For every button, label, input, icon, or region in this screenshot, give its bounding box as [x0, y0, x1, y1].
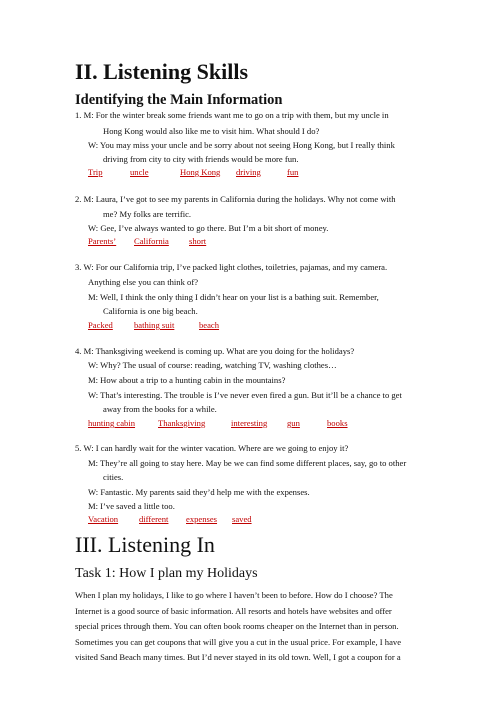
answer-keyword: different — [139, 514, 169, 524]
dialogue-line: W: You may miss your uncle and be sorry about not seeing Hong Kong, but I really think — [88, 140, 395, 150]
dialogue-line: me? My folks are terrific. — [103, 209, 192, 219]
dialogue-line: California is one big beach. — [103, 306, 198, 316]
answer-keyword: Thanksgiving — [158, 418, 206, 428]
answer-keyword: Trip — [88, 167, 103, 177]
answer-keyword: interesting — [231, 418, 268, 428]
answer-keyword: bathing suit — [134, 320, 175, 330]
task-paragraph — [75, 588, 428, 666]
answer-keyword: gun — [287, 418, 300, 428]
dialogue-line: driving from city to city with friends would be more fun. — [103, 154, 299, 164]
paragraph-line: special prices through them. You can often book rooms cheaper on the Internet than in person. — [75, 621, 399, 632]
answer-keyword: California — [134, 236, 169, 246]
answer-keyword: beach — [199, 320, 220, 330]
dialogue-line: W: Gee, I’ve always wanted to go there. But I’m a bit short of money. — [88, 223, 329, 233]
section-heading-listening-in: III. Listening In — [75, 532, 215, 557]
dialogue-line: 1. M: For the winter break some friends want me to go on a trip with them, but my uncle in — [75, 110, 389, 120]
dialogue-line: 2. M: Laura, I’ve got to see my parents in California during the holidays. Why not come with — [75, 194, 396, 204]
answer-keyword: uncle — [130, 167, 149, 177]
answer-keyword: short — [189, 236, 207, 246]
answer-keyword: driving — [236, 167, 261, 177]
paragraph-line: Sometimes you can get coupons that will give you a cut in the usual price. For example, I have — [75, 636, 402, 647]
answer-keyword: Hong Kong — [180, 167, 221, 177]
answer-keyword: Packed — [88, 320, 113, 330]
dialogue-line: Hong Kong would also like me to visit him. What should I do? — [103, 126, 320, 136]
dialogue-line: W: Fantastic. My parents said they’d help me with the expenses. — [88, 487, 310, 497]
section-heading-listening-skills: II. Listening Skills — [75, 59, 249, 84]
dialogue-line: W: Why? The usual of course: reading, watching TV, washing clothes… — [88, 360, 337, 370]
answer-keyword: hunting cabin — [88, 418, 136, 428]
dialogue-line: Anything else you can think of? — [88, 277, 199, 287]
subheading-main-information: Identifying the Main Information — [75, 92, 283, 108]
dialogue-line: M: They’re all going to stay here. May be we can find some different places, say, go to other — [88, 458, 407, 468]
task-heading: Task 1: How I plan my Holidays — [75, 566, 258, 581]
paragraph-line: Internet is a good source of basic information. All resorts and hotels have websites and offer — [75, 605, 392, 616]
dialogue-line: cities. — [103, 472, 124, 482]
dialogue-line: away from the books for a while. — [103, 404, 217, 414]
dialogue-line: 4. M: Thanksgiving weekend is coming up. What are you doing for the holidays? — [75, 346, 355, 356]
answer-keyword: Vacation — [88, 514, 119, 524]
dialogue-line: 3. W: For our California trip, I’ve packed light clothes, toiletries, pajamas, and my camera. — [75, 262, 388, 272]
dialogue-line: W: That’s interesting. The trouble is I’ve never even fired a gun. But it’ll be a chance to get — [88, 390, 402, 400]
answer-keyword: saved — [232, 514, 252, 524]
dialogue-line: M: How about a trip to a hunting cabin in the mountains? — [88, 375, 286, 385]
dialogue-line: M: I’ve saved a little too. — [88, 501, 175, 511]
paragraph-line: When I plan my holidays, I like to go where I haven’t been to before. How do I choose? The — [75, 590, 393, 600]
dialogue-line: M: Well, I think the only thing I didn’t hear on your list is a bathing suit. Remember, — [88, 292, 379, 302]
dialogue-line: 5. W: I can hardly wait for the winter vacation. Where are we going to enjoy it? — [75, 443, 349, 453]
answer-keyword: expenses — [186, 514, 218, 524]
answer-keyword: books — [327, 418, 348, 428]
answer-keyword: fun — [287, 167, 299, 177]
answer-keyword: Parents’ — [88, 236, 117, 246]
paragraph-line: visited Sand Beach many times. But I’d never stayed in its old town. Well, I got a coupon for a — [75, 652, 401, 663]
